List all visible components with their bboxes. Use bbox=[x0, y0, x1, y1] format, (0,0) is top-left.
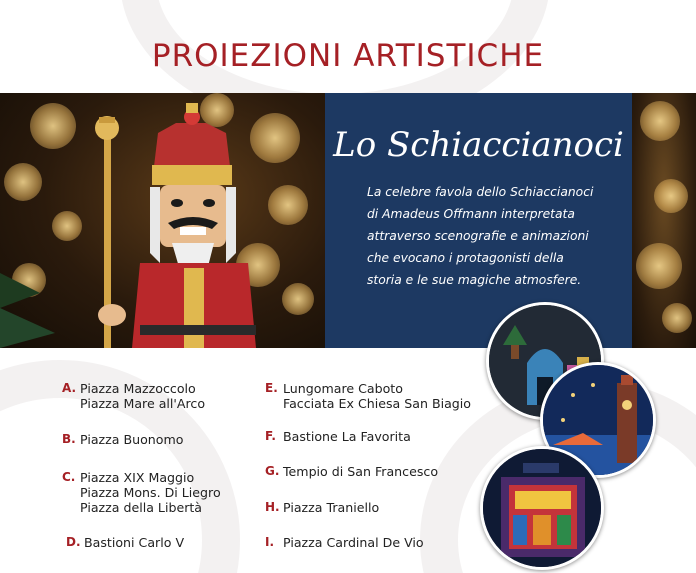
description-line: che evocano i protagonisti della bbox=[367, 251, 564, 265]
location-letter: E. bbox=[265, 381, 278, 395]
description-line: attraverso scenografie e animazioni bbox=[367, 229, 589, 243]
location-letter: H. bbox=[265, 500, 280, 514]
location-name: Bastioni Carlo V bbox=[84, 535, 185, 550]
bokeh-background bbox=[632, 93, 696, 348]
location-name: Lungomare Caboto bbox=[283, 381, 403, 396]
location-letter: F. bbox=[265, 429, 276, 443]
location-letter: A. bbox=[62, 381, 77, 395]
description-line: La celebre favola dello Schiaccianoci bbox=[367, 185, 594, 199]
location-name: Piazza della Libertà bbox=[80, 500, 203, 515]
page-title: PROIEZIONI ARTISTICHE bbox=[151, 38, 545, 74]
location-name: Piazza Mare all'Arco bbox=[80, 396, 206, 411]
projection-thumbnail-3 bbox=[480, 446, 604, 570]
location-name: Piazza Mons. Di Liegro bbox=[80, 485, 221, 500]
description-line: storia e le sue magiche atmosfere. bbox=[367, 273, 582, 287]
nutcracker-photo bbox=[0, 93, 325, 348]
nutcracker-figure bbox=[0, 93, 325, 348]
description-line: di Amadeus Offmann interpretata bbox=[367, 207, 575, 221]
location-name: Piazza XIX Maggio bbox=[80, 470, 195, 485]
location-letter: C. bbox=[62, 470, 76, 484]
location-letter: D. bbox=[66, 535, 81, 549]
location-name: Piazza Mazzoccolo bbox=[80, 381, 196, 396]
location-letter: B. bbox=[62, 432, 76, 446]
location-letter: G. bbox=[265, 464, 280, 478]
location-name: Piazza Cardinal De Vio bbox=[283, 535, 424, 550]
location-name: Piazza Traniello bbox=[283, 500, 380, 515]
description-text bbox=[367, 181, 617, 291]
location-letter: I. bbox=[265, 535, 275, 549]
location-name: Tempio di San Francesco bbox=[283, 464, 439, 479]
script-title: Lo Schiaccianoci bbox=[333, 125, 624, 165]
location-name: Facciata Ex Chiesa San Biagio bbox=[283, 396, 471, 411]
location-name: Piazza Buonomo bbox=[80, 432, 184, 447]
location-name: Bastione La Favorita bbox=[283, 429, 411, 444]
